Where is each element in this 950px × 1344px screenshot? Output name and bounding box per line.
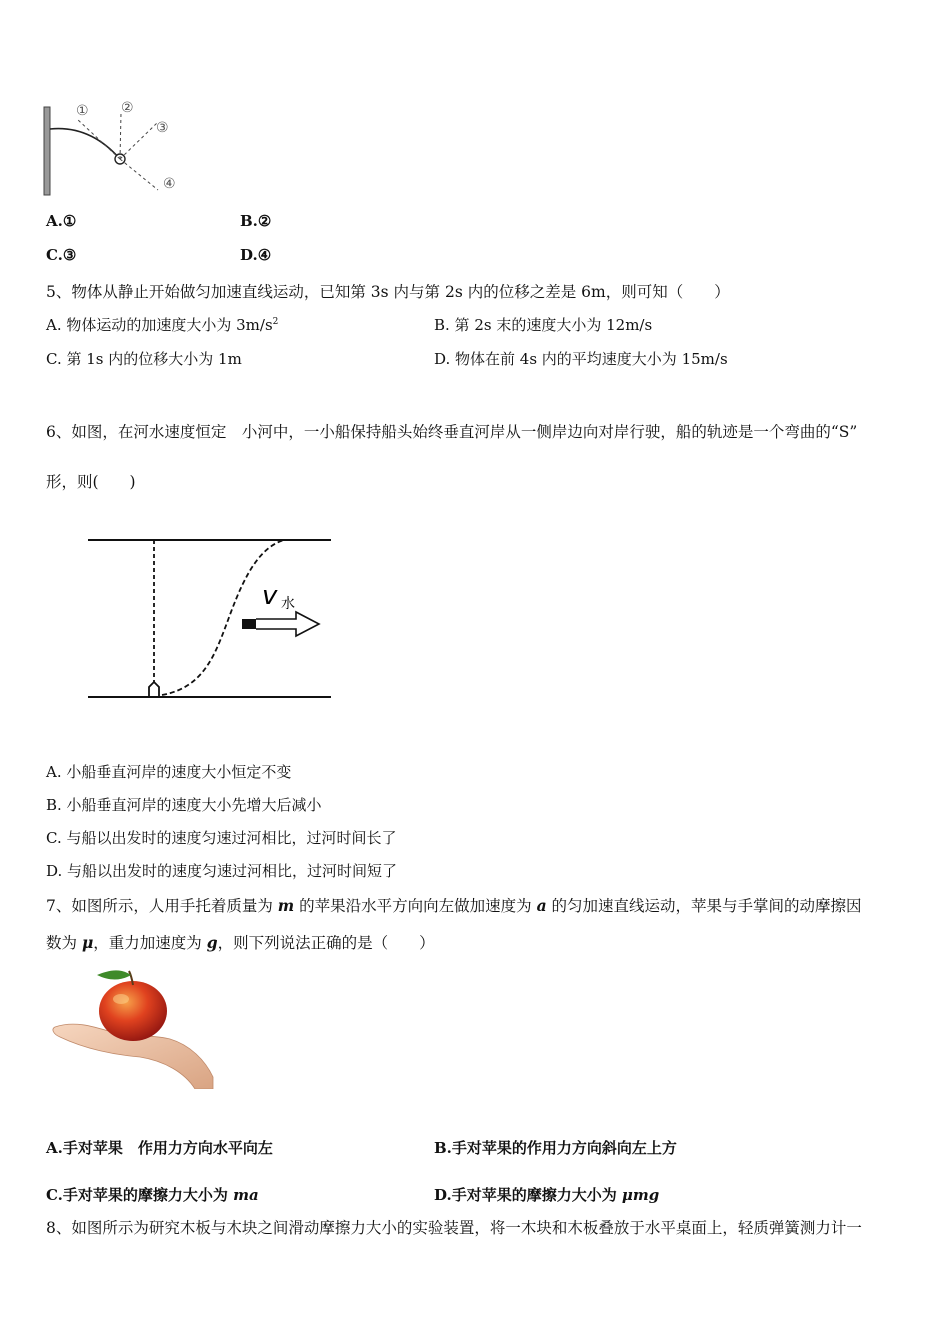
- math-mumg: μmg: [621, 1186, 660, 1204]
- q4-option-b: B.②: [240, 212, 272, 230]
- q7-stem-part: ，重力加速度为: [93, 934, 207, 952]
- q7-stem-part: 数为: [46, 934, 82, 952]
- q5-option-a: [46, 314, 278, 335]
- q6-stem-line1: 6、如图，在河水速度恒定 小河中，一小船保持船头始终垂直河岸从一侧岸边向对岸行驶，船的轨迹是一个弯曲的“S”: [46, 423, 858, 441]
- pendulum-figure: [40, 95, 190, 200]
- q7-option-d: [434, 1184, 659, 1205]
- q5-option-d: D. 物体在前 4s 内的平均速度大小为 15m/s: [434, 350, 728, 368]
- fig-label-2: ②: [121, 100, 134, 116]
- dir-line-2: [120, 113, 121, 159]
- v-subscript: 水: [281, 596, 295, 612]
- q4-option-c: C.③: [46, 246, 77, 264]
- wall: [44, 107, 50, 195]
- q5-option-c: C. 第 1s 内的位移大小为 1m: [46, 350, 242, 368]
- water-arrow: [256, 612, 319, 636]
- q7-stem-part: 的苹果沿水平方向向左做加速度为: [294, 897, 537, 915]
- q5-option-a-sup: 2: [272, 317, 279, 327]
- q7-stem-part: ，则下列说法正确的是（ ）: [217, 934, 435, 952]
- q4-option-a: A.①: [46, 212, 77, 230]
- arrow-tail: [242, 619, 256, 629]
- q7-option-b: B.手对苹果的作用力方向斜向左上方: [434, 1139, 677, 1157]
- fig-label-3: ③: [156, 120, 169, 136]
- q4-option-d: D.④: [240, 246, 272, 264]
- math-m: m: [277, 896, 295, 915]
- q7-stem-part: 的匀加速直线运动，苹果与手掌间的动摩擦因: [546, 897, 862, 915]
- q8-stem: 8、如图所示为研究木板与木块之间滑动摩擦力大小的实验装置，将一木块和木板叠放于水平桌面上，轻质弹簧测力计一: [46, 1219, 862, 1237]
- q5-option-a-text: A. 物体运动的加速度大小为 3m/s: [46, 316, 273, 334]
- q7-option-c-text: C.手对苹果的摩擦力大小为: [46, 1186, 234, 1204]
- math-mu: μ: [81, 933, 94, 952]
- q7-stem-line1: [46, 894, 862, 916]
- boat-trajectory: [162, 540, 284, 695]
- q7-option-c: [46, 1184, 259, 1205]
- apple-leaf: [97, 970, 131, 979]
- math-g: g: [206, 933, 218, 952]
- fig-label-4: ④: [163, 176, 176, 192]
- q7-option-d-text: D.手对苹果的摩擦力大小为: [434, 1186, 622, 1204]
- q7-option-a: A.手对苹果 作用力方向水平向左: [46, 1139, 273, 1157]
- dir-line-3: [120, 123, 157, 159]
- fig-label-1: ①: [76, 103, 89, 119]
- q6-option-c: C. 与船以出发时的速度匀速过河相比，过河时间长了: [46, 829, 397, 847]
- dir-line-1: [77, 119, 120, 159]
- river-figure: [86, 532, 336, 704]
- v-label: v: [262, 581, 278, 611]
- apple: [99, 981, 167, 1041]
- math-ma: ma: [233, 1186, 259, 1204]
- apple-hand-image: [45, 965, 215, 1089]
- q6-option-b: B. 小船垂直河岸的速度大小先增大后减小: [46, 796, 322, 814]
- apple-highlight: [113, 994, 129, 1004]
- q5-stem: 5、物体从静止开始做匀加速直线运动，已知第 3s 内与第 2s 内的位移之差是 6m，则可知（ ）: [46, 283, 730, 301]
- math-a: a: [536, 896, 547, 915]
- q6-option-a: A. 小船垂直河岸的速度大小恒定不变: [46, 763, 292, 781]
- string-curve: [50, 129, 120, 159]
- q6-option-d: D. 与船以出发时的速度匀速过河相比，过河时间短了: [46, 862, 398, 880]
- q6-stem-line2: 形，则( ): [46, 473, 136, 491]
- q5-option-b: B. 第 2s 末的速度大小为 12m/s: [434, 316, 653, 334]
- q7-stem-part: 7、如图所示，人用手托着质量为: [46, 897, 278, 915]
- q7-stem-line2: [46, 931, 435, 953]
- dir-line-4: [120, 159, 158, 190]
- boat: [149, 682, 159, 696]
